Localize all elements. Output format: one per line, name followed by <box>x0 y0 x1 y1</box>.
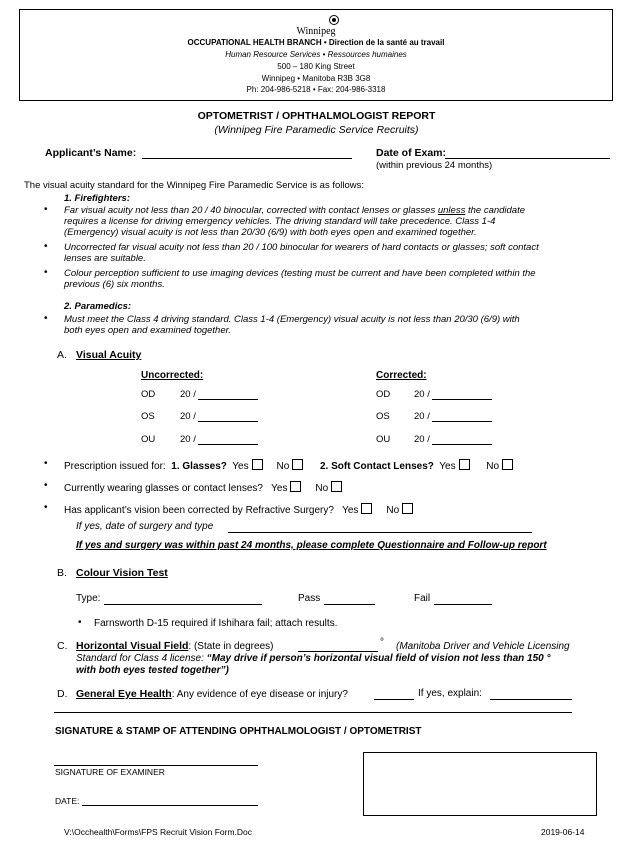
corrected-od-prefix: 20 / <box>414 389 430 400</box>
no-label: No <box>486 461 500 472</box>
surgery-followup-note: If yes and surgery was within past 24 months, please complete Questionnaire and Follow-up report <box>76 540 547 551</box>
glasses-yes-checkbox[interactable] <box>252 459 263 470</box>
section-b-letter: B. <box>57 567 67 579</box>
address-line-1: 500 – 180 King Street <box>277 62 355 71</box>
section-d-question: : Any evidence of eye disease or injury? <box>171 689 348 700</box>
refractive-yes-checkbox[interactable] <box>361 503 372 514</box>
section-d-title: General Eye Health <box>76 688 172 700</box>
section-d-line <box>76 688 348 700</box>
section-c-state: : (State in degrees) <box>188 641 274 652</box>
no-label: No <box>386 505 400 516</box>
corrected-os-label: OS <box>376 411 390 422</box>
eye-disease-answer-field[interactable] <box>374 687 414 700</box>
ff-bullet-1-line-1: Far visual acuity not less than 20 / 40 binocular, corrected with contact lenses or glasses unless the candidate <box>64 205 526 216</box>
corrected-os-prefix: 20 / <box>414 411 430 422</box>
signature-heading: SIGNATURE & STAMP OF ATTENDING OPHTHALMOLOGIST / OPTOMETRIST <box>55 726 422 737</box>
address-line-2: Winnipeg • Manitoba R3B 3G8 <box>261 74 371 83</box>
colour-fail-field[interactable] <box>434 592 492 605</box>
examiner-signature-line[interactable] <box>54 765 258 766</box>
degree-symbol: ° <box>380 637 384 648</box>
yes-label: Yes <box>271 483 288 494</box>
wearing-yes-checkbox[interactable] <box>290 481 301 492</box>
ff-bullet-2-line-1: Uncorrected far visual acuity not less than 20 / 100 binocular for wearers of hard contacts or glasses; soft contact <box>64 242 539 253</box>
explain-field-1[interactable] <box>490 687 572 700</box>
applicant-name-label: Applicant’s Name: <box>45 147 137 159</box>
licensing-std-line-1: (Manitoba Driver and Vehicle Licensing <box>396 641 570 652</box>
ff-bullet-1-line-2: requires a license for driving emergency vehicles. The driving standard will take precedence. Class 1-4 <box>64 216 496 227</box>
refractive-no-checkbox[interactable] <box>402 503 413 514</box>
contacts-label: 2. Soft Contact Lenses? <box>319 461 434 472</box>
winnipeg-logo-icon <box>328 14 340 26</box>
explain-field-2[interactable] <box>54 702 572 713</box>
bullet-icon: • <box>44 502 48 513</box>
ff-bullet-1-line-3: (Emergency) visual acuity is not less than 20/30 (6/9) with both eyes open and examined together. <box>64 227 477 238</box>
section-c-line-1 <box>76 640 273 652</box>
refractive-label: Has applicant’s vision been corrected by Refractive Surgery? <box>64 505 334 516</box>
licensing-std-line-3: with both eyes tested together”) <box>76 665 229 676</box>
stamp-box[interactable] <box>363 752 597 816</box>
uncorrected-heading: Uncorrected: <box>141 370 204 381</box>
licensing-std-line-2: Standard for Class 4 license: “May drive if person’s horizontal visual field of vision not less than 150 ° <box>76 653 551 664</box>
colour-fail-label: Fail <box>414 593 431 604</box>
wearing-no-checkbox[interactable] <box>331 481 342 492</box>
uncorrected-od-prefix: 20 / <box>180 389 196 400</box>
colour-pass-field[interactable] <box>324 592 375 605</box>
bullet-icon: • <box>44 480 48 491</box>
page-title: OPTOMETRIST / OPHTHALMOLOGIST REPORT <box>197 110 436 122</box>
uncorrected-ou-field[interactable] <box>198 433 258 445</box>
contacts-yes-checkbox[interactable] <box>459 459 470 470</box>
wearing-row <box>64 481 342 494</box>
section-c-letter: C. <box>57 640 68 652</box>
yes-label: Yes <box>439 461 456 472</box>
branch-name: OCCUPATIONAL HEALTH BRANCH • Direction de la santé au travail <box>187 38 445 47</box>
bullet-icon: • <box>44 204 48 215</box>
section-c-title: Horizontal Visual Field <box>76 640 189 652</box>
visual-field-degrees-field[interactable] <box>298 639 378 652</box>
glasses-label: 1. Glasses? <box>171 461 227 472</box>
section-a-letter: A. <box>57 349 67 361</box>
date-of-exam-note: (within previous 24 months) <box>376 160 493 171</box>
bullet-icon: • <box>44 267 48 278</box>
corrected-ou-prefix: 20 / <box>414 434 430 445</box>
colour-type-label: Type: <box>76 593 101 604</box>
uncorrected-os-prefix: 20 / <box>180 411 196 422</box>
signature-date-label: DATE: <box>55 796 80 806</box>
date-of-exam-field[interactable] <box>445 146 610 159</box>
firefighters-heading: 1. Firefighters: <box>64 193 130 204</box>
ff-bullet-2-line-2: lenses are suitable. <box>64 253 146 264</box>
no-label: No <box>276 461 290 472</box>
paramedics-heading: 2. Paramedics: <box>64 301 132 312</box>
intro-text: The visual acuity standard for the Winnipeg Fire Paramedic Service is as follows: <box>24 180 365 191</box>
section-b-title: Colour Vision Test <box>76 567 168 579</box>
corrected-od-label: OD <box>376 389 391 400</box>
corrected-ou-label: OU <box>376 434 391 445</box>
page-subtitle: (Winnipeg Fire Paramedic Service Recruits) <box>214 124 419 136</box>
no-label: No <box>315 483 329 494</box>
ff-bullet-3-line-1: Colour perception sufficient to use imaging devices (testing must be current and have been completed within the <box>64 268 536 279</box>
uncorrected-od-field[interactable] <box>198 388 258 400</box>
corrected-heading: Corrected: <box>376 370 427 381</box>
corrected-os-field[interactable] <box>432 410 492 422</box>
section-a-title: Visual Acuity <box>76 349 142 361</box>
examiner-signature-label: SIGNATURE OF EXAMINER <box>55 767 165 777</box>
uncorrected-od-label: OD <box>141 389 156 400</box>
date-of-exam-label: Date of Exam: <box>376 147 447 159</box>
bullet-icon: • <box>44 458 48 469</box>
yes-label: Yes <box>232 461 249 472</box>
revision-date: 2019-06-14 <box>541 827 585 837</box>
department: Human Resource Services • Ressources humaines <box>225 50 407 59</box>
explain-label: If yes, explain: <box>418 688 482 699</box>
farnsworth-note: Farnsworth D-15 required if Ishihara fail; attach results. <box>94 618 338 629</box>
uncorrected-ou-prefix: 20 / <box>180 434 196 445</box>
surgery-date-field[interactable] <box>228 520 532 533</box>
bullet-icon: • <box>44 241 48 252</box>
bullet-icon: • <box>44 313 48 324</box>
prescription-label: Prescription issued for: <box>64 461 166 472</box>
section-d-letter: D. <box>57 688 68 700</box>
surgery-date-label: If yes, date of surgery and type <box>76 521 214 532</box>
yes-label: Yes <box>342 505 359 516</box>
colour-type-field[interactable] <box>104 592 262 605</box>
signature-date-field[interactable] <box>82 795 258 806</box>
uncorrected-os-field[interactable] <box>198 410 258 422</box>
applicant-name-field[interactable] <box>142 146 352 159</box>
ff-bullet-3-line-2: previous (6) six months. <box>64 279 165 290</box>
corrected-od-field[interactable] <box>432 388 492 400</box>
uncorrected-ou-label: OU <box>141 434 156 445</box>
file-path: V:\Occhealth\Forms\FPS Recruit Vision Form.Doc <box>64 827 252 837</box>
wearing-label: Currently wearing glasses or contact lenses? <box>64 483 263 494</box>
contacts-no-checkbox[interactable] <box>502 459 513 470</box>
phone-fax: Ph: 204-986-5218 • Fax: 204-986-3318 <box>246 85 386 94</box>
letterhead <box>19 9 613 101</box>
refractive-row <box>64 503 413 516</box>
colour-pass-label: Pass <box>298 593 321 604</box>
corrected-ou-field[interactable] <box>432 433 492 445</box>
pm-bullet-1-line-1: Must meet the Class 4 driving standard. Class 1-4 (Emergency) visual acuity is not less than 20/30 (6/9) with <box>64 314 520 325</box>
bullet-icon: • <box>78 617 82 628</box>
uncorrected-os-label: OS <box>141 411 155 422</box>
prescription-row <box>64 459 513 472</box>
glasses-no-checkbox[interactable] <box>292 459 303 470</box>
pm-bullet-1-line-2: both eyes open and examined together. <box>64 325 232 336</box>
logo-wordmark: Winnipeg <box>296 26 336 37</box>
